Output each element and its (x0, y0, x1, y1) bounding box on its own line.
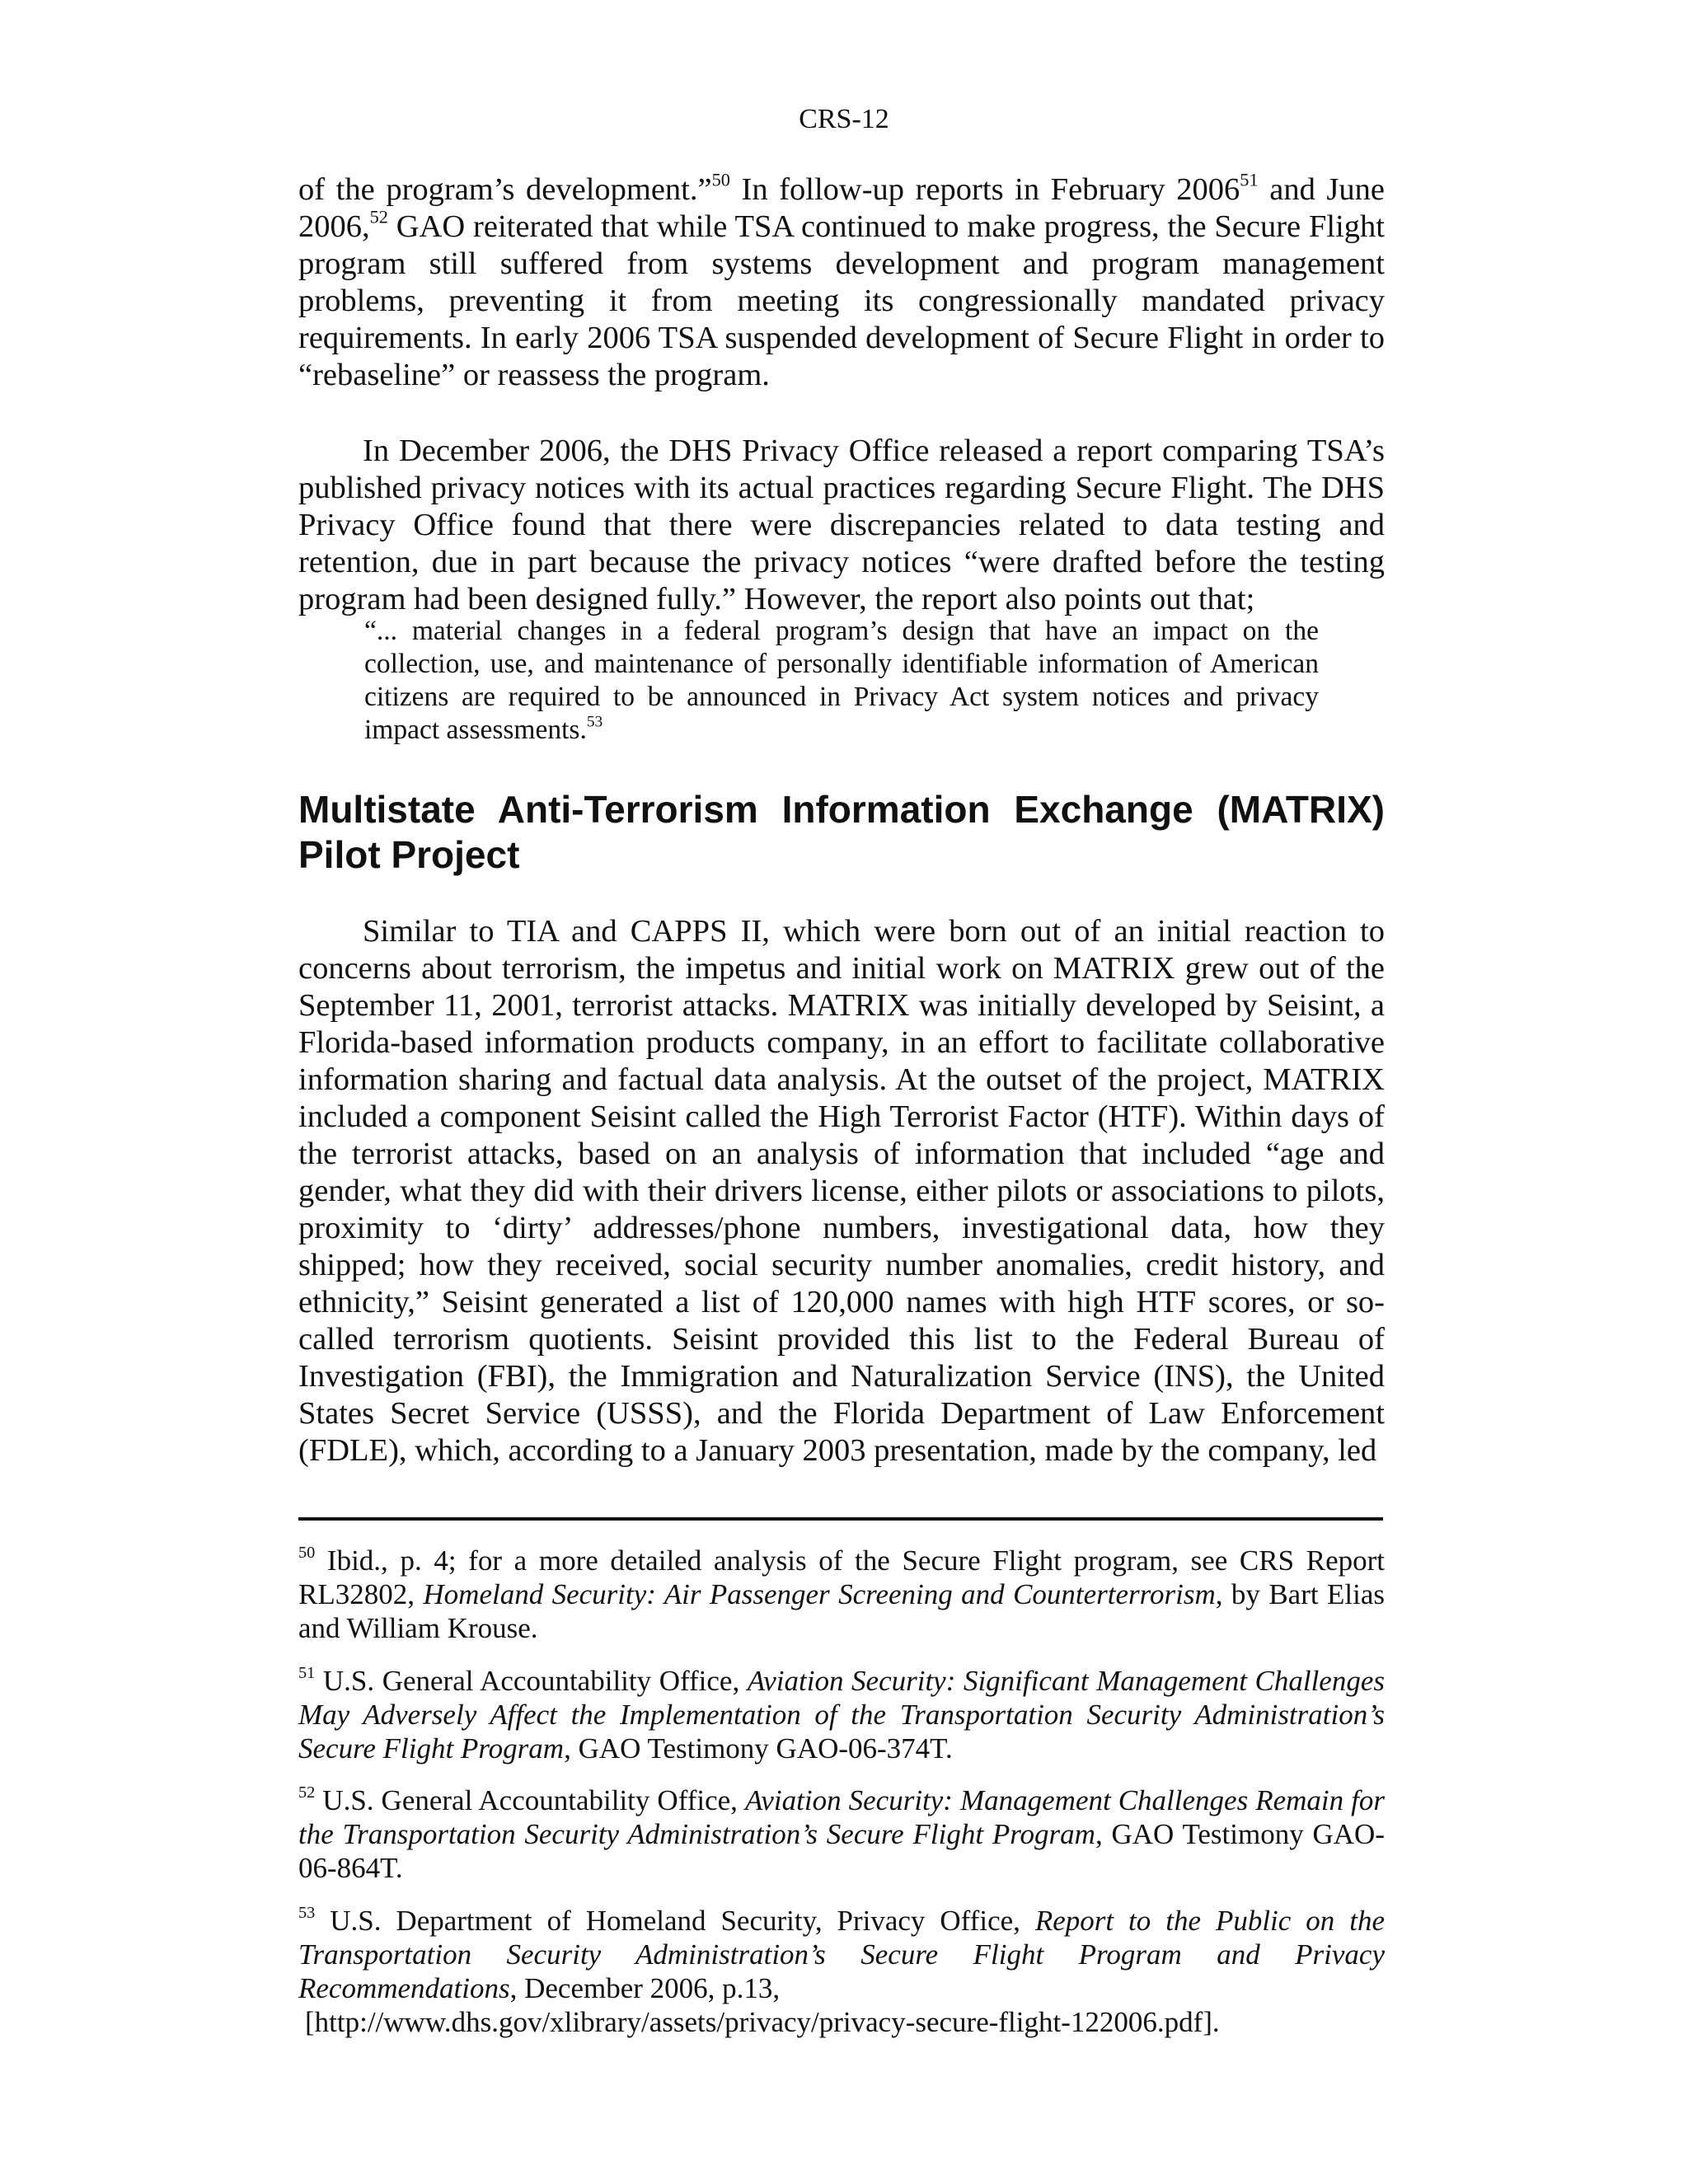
footnote-text: , December 2006, p.13, (509, 1972, 781, 2004)
footnote-text: , GAO Testimony GAO-06-374T. (564, 1732, 953, 1765)
footnote-50 (298, 1544, 1385, 1645)
footnote-text: U.S. General Accountability Office, (315, 1784, 745, 1816)
footnote-title: Homeland Security: Air Passenger Screening and Counterterrorism (423, 1578, 1216, 1610)
footnote-number: 52 (298, 1783, 316, 1802)
block-quote (364, 615, 1319, 747)
footnote-title: Aviation Security: Management Challenges Remain for the Transportation Security Administration’s Secure Flight Program (298, 1784, 1385, 1850)
footnote-number: 50 (298, 1543, 316, 1562)
footnote-52 (298, 1783, 1385, 1885)
footnote-text: U.S. Department of Homeland Security, Privacy Office, (315, 1905, 1035, 1937)
footnote-text: Ibid., p. 4; for a more detailed analysis of the Secure Flight program, see CRS Report RL32802, (298, 1544, 1385, 1610)
quote-text: “... material changes in a federal program’s design that have an impact on the collection, use, and maintenance of personally identifiable information of American citizens are required to be announced in Privacy Act system notices and privacy impact assessments. (364, 616, 1319, 745)
footnote-ref-52[interactable]: 52 (369, 206, 388, 227)
footnote-ref-51[interactable]: 51 (1240, 169, 1259, 190)
paragraph-text: GAO reiterated that while TSA continued to make progress, the Secure Flight program still suffered from systems development and program management problems, preventing it from meeting its congressionally mandated privacy requirements. In early 2006 TSA suspended development of Secure Flight in order to “rebaseline” or reassess the program. (298, 209, 1385, 392)
footnote-divider (298, 1517, 1383, 1521)
paragraph-secure-flight-progress (298, 171, 1385, 394)
paragraph-text: and June 2006, (298, 172, 1385, 244)
paragraph-text: In follow-up reports in February 2006 (729, 172, 1240, 207)
paragraph-text: of the program’s development.” (298, 172, 712, 207)
footnote-text: U.S. General Accountability Office, (315, 1665, 748, 1697)
footnote-53-url-link[interactable]: [http://www.dhs.gov/xlibrary/assets/privacy/privacy-secure-flight-122006.pdf]. (305, 2006, 1220, 2038)
footnote-number: 53 (298, 1903, 316, 1922)
footnote-number: 51 (298, 1663, 316, 1682)
page-header-label: CRS-12 (799, 104, 889, 134)
footnote-title: Aviation Security: Significant Management Challenges May Adversely Affect the Implementation of the Transportation Security Administration’s Secure Flight Program (298, 1665, 1385, 1765)
footnote-53 (298, 1904, 1385, 2005)
footnote-title: Report to the Public on the Transportation Security Administration’s Secure Flight Program and Privacy Recommendations (298, 1905, 1385, 2004)
footnote-ref-50[interactable]: 50 (711, 169, 730, 190)
footnote-51 (298, 1664, 1385, 1765)
paragraph-dhs-privacy-office: In December 2006, the DHS Privacy Office released a report comparing TSA’s published privacy notices with its actual practices regarding Secure Flight. The DHS Privacy Office found that there were discrepancies related to data testing and retention, due in part because the privacy notices “were drafted before the testing program had been designed fully.” However, the report also points out that; (298, 434, 1385, 616)
footnote-ref-53[interactable]: 53 (586, 713, 603, 731)
footnote-text: , by Bart Elias and William Krouse. (298, 1578, 1385, 1644)
paragraph-matrix-overview: Similar to TIA and CAPPS II, which were born out of an initial reaction to concerns about terrorism, the impetus and initial work on MATRIX grew out of the September 11, 2001, terrorist attacks. MATRIX was initially developed by Seisint, a Florida-based information products company, in an effort to facilitate collaborative information sharing and factual data analysis. At the outset of the project, MATRIX included a component Seisint called the High Terrorist Factor (HTF). Within days of the terrorist attacks, based on an analysis of information that included “age and gender, what they did with their drivers license, either pilots or associations to pilots, proximity to ‘dirty’ addresses/phone numbers, investigational data, how they shipped; how they received, social security number anomalies, credit history, and ethnicity,” Seisint generated a list of 120,000 names with high HTF scores, or so-called terrorism quotients. Seisint provided this list to the Federal Bureau of Investigation (FBI), the Immigration and Naturalization Service (INS), the United States Secret Service (USSS), and the Florida Department of Law Enforcement (FDLE), which, according to a January 2003 presentation, made by the company, led (298, 914, 1385, 1468)
section-heading: Multistate Anti-Terrorism Information Exchange (MATRIX) Pilot Project (298, 788, 1385, 876)
footnote-text: , GAO Testimony GAO-06-864T. (298, 1818, 1385, 1884)
